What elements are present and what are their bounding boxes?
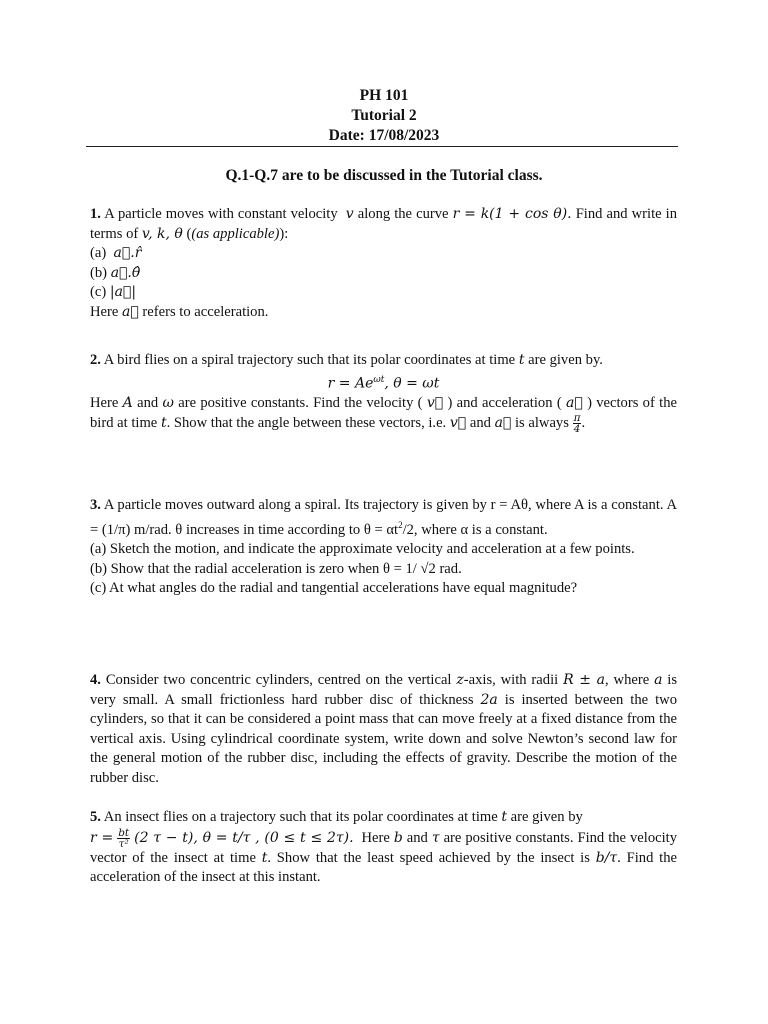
q5-text-6: . Find the acceleration of the insect at this instant. [90,849,677,886]
q2-eq-exp: ωt [373,374,385,385]
q1-var-v: v [345,206,354,222]
q3-text-2: /2, where α is a constant. [402,521,548,538]
q4-radii: R ± a [563,672,606,688]
q2-text-7: . Show that the angle between these vectors, i.e. [166,415,447,432]
q1-c-expr: |a⃗| [109,284,137,301]
q2-var-omega: ω [162,394,174,411]
q5-frac-bot: τ² [118,837,129,850]
q2-frac-top: π [573,412,581,425]
tutorial-number: Tutorial 2 [351,107,417,124]
q2-vec-v2: v⃗ [449,415,467,432]
q5-var-b: b [393,829,403,846]
q2-text-5: ) and acceleration ( [447,394,562,411]
q3-part-b: (b) Show that the radial acceleration is zero when θ = 1/ √2 rad. [90,560,462,577]
q4-var-z: z [456,672,464,688]
q2-period: . [581,415,586,432]
q2-text-3: Here [90,394,119,411]
q1-b-label: (b) [90,264,108,281]
q2-text-4: are positive constants. Find the velocity ( [178,394,423,411]
q5-var-t2: t [261,849,268,866]
q1-text-1: A particle moves with constant velocity [104,206,338,222]
question-5 [90,808,677,888]
intro-line: Q.1-Q.7 are to be discussed in the Tutorial class. [225,167,543,184]
q5-text-4: are positive constants. Find the velocity vector of the insect at time [90,829,678,866]
q1-here-vec: a⃗ [122,303,139,320]
q5-frac-top: bt [118,826,130,839]
q2-number: 2. [90,352,101,368]
q5-fraction [117,828,130,849]
q5-text-1: An insect flies on a trajectory such that its polar coordinates at time [103,809,498,825]
q5-eq-rest: (2 τ − t), θ = t/τ , (0 ≤ t ≤ 2τ). [134,829,354,846]
q2-frac-bot: 4 [573,423,581,436]
q3-part-a: (a) Sketch the motion, and indicate the approximate velocity and acceleration at a few points. [90,541,635,558]
q2-var-t2: t [160,415,167,432]
q1-b-expr: a⃗.θ̂ [110,264,141,281]
q5-text-2: are given by [510,809,583,825]
q2-equation [90,371,677,394]
q2-and2: and [469,415,491,432]
q2-text-8: is always [514,415,569,432]
q4-text-3: , where [605,672,650,688]
q3-text-1: A particle moves outward along a spiral. Its trajectory is given by r = Aθ, where A is a constant. A = (1/π) m/rad. θ increases in time according to θ = αt [90,497,678,538]
q1-colon: : [284,225,289,242]
q4-text-1: Consider two concentric cylinders, centred on the vertical [105,672,452,688]
tutorial-date: Date: 17/08/2023 [328,127,440,144]
q1-vars: v, k, θ [141,225,183,242]
q2-vec-a2: a⃗ [494,415,512,432]
q1-c-label: (c) [90,284,107,301]
q4-number: 4. [90,672,101,688]
q1-text-3: Find and write in terms of [90,206,678,242]
q2-eq-r: r = Ae [327,375,374,392]
q5-and: and [406,829,428,846]
q1-applicable: (as applicable) [191,225,280,242]
q2-text-6: ) vectors of the bird at time [90,394,677,432]
q2-var-A: A [122,394,133,411]
q2-eq-theta: , θ = ωt [384,375,440,392]
course-code: PH 101 [359,87,409,104]
q2-vec-a: a⃗ [566,394,583,411]
question-4 [90,671,677,789]
q1-a-expr: a⃗.r̂ [113,245,142,262]
q5-text-3: Here [361,829,390,846]
q1-a-label: (a) [90,245,107,262]
q4-thickness: 2a [480,691,498,708]
q3-sup: 2 [398,519,403,530]
q4-text-5: is inserted between the two cylinders, so that it can be considered a point mass that can move freely at a fixed distance from the vertical axis. Using cylindrical coordinate system, write down and solve Newton’s second law for the general motion of the rubber disc, including the effects of gravity. Describe the motion of the rubber disc. [90,691,677,786]
q5-var-t: t [501,809,508,825]
q2-text-1: A bird flies on a spiral trajectory such that its polar coordinates at time [103,352,516,368]
document-header [0,86,768,146]
question-2 [90,351,677,434]
q3-number: 3. [90,497,101,513]
header-divider [86,146,678,147]
q4-var-a: a [654,672,663,688]
q1-here: Here [90,303,119,320]
question-3 [90,496,677,599]
q5-var-tau: τ [431,829,440,846]
q2-and: and [137,394,159,411]
q1-curve: r = k(1 + cos θ). [452,206,572,222]
q1-text-2: along the curve [357,206,449,222]
q2-text-2: are given by. [528,352,603,368]
question-1: 1. A particle moves with constant velocity v along the curve r = k(1 + cos θ). Find and write in terms of v, k, θ ((as applicable)): (a) a⃗.r̂ (b) a⃗.θ̂ (c) |a⃗| Here a⃗ refers to acceleration. [90,206,678,320]
q1-here-text: refers to acceleration. [142,303,269,320]
q2-var-t: t [518,352,525,368]
q5-text-5: . Show that the least speed achieved by the insect is [267,849,590,866]
q4-text-4: is very small. A small frictionless hard rubber disc of thickness [90,672,678,708]
q4-text-2: -axis, with radii [463,672,559,688]
q3-part-c: (c) At what angles do the radial and tangential accelerations have equal magnitude? [90,580,578,597]
q5-least-speed: b/τ [595,849,618,866]
q5-number: 5. [90,809,101,825]
q5-eq-r: r = [90,829,114,846]
q2-vec-v: v⃗ [426,394,444,411]
q1-number: 1. [90,206,101,222]
